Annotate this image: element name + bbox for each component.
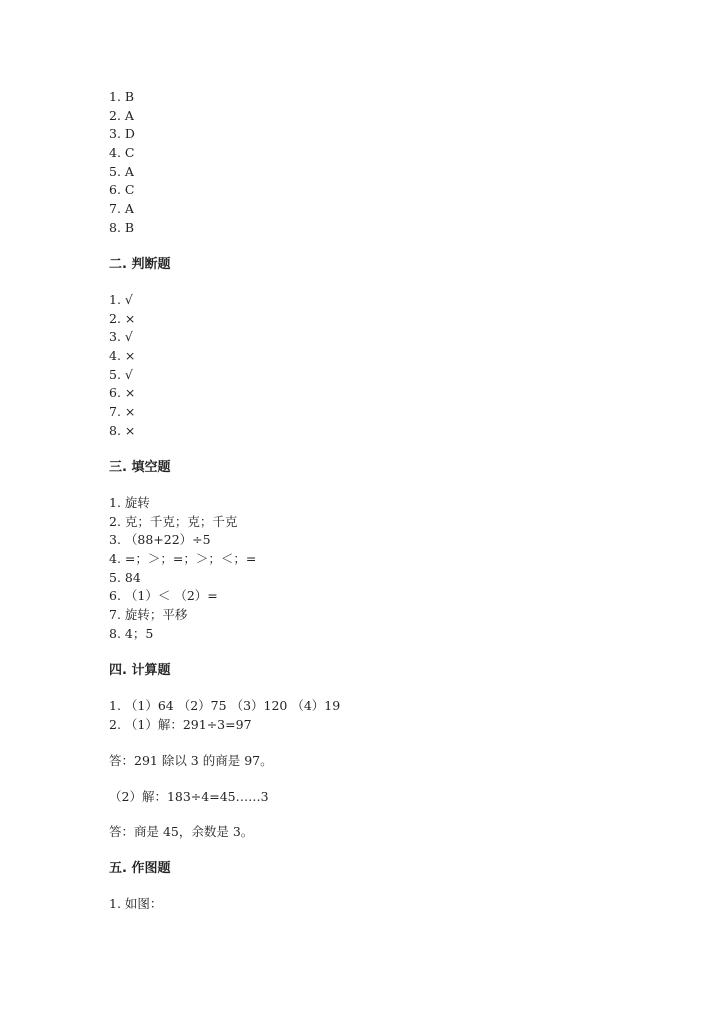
section-heading-judgement: 二. 判断题 — [109, 257, 171, 272]
list-item: 5. A — [109, 164, 134, 179]
list-item: （2）解：183÷4=45……3 — [109, 789, 269, 804]
list-item: 6. × — [109, 385, 136, 400]
list-item: 5. √ — [109, 367, 133, 382]
list-item: 2. 克；千克；克；千克 — [109, 514, 238, 529]
list-item: 7. × — [109, 404, 136, 419]
list-item: 1. 如图： — [109, 896, 163, 911]
list-item: 5. 84 — [109, 570, 141, 585]
list-item: 1. （1）64 （2）75 （3）120 （4）19 — [109, 698, 341, 713]
list-item: 8. B — [109, 220, 135, 235]
list-item: 2. × — [109, 311, 136, 326]
list-item: 8. 4；5 — [109, 626, 154, 641]
list-item: 1. 旋转 — [109, 495, 150, 510]
section-heading-calculation: 四. 计算题 — [109, 663, 171, 678]
list-item: 3. D — [109, 126, 135, 141]
list-item: 8. × — [109, 423, 136, 438]
list-item: 7. 旋转；平移 — [109, 607, 188, 622]
section-heading-drawing: 五. 作图题 — [109, 861, 171, 876]
answer-sentence: 答：商是 45，余数是 3。 — [109, 824, 254, 839]
list-item: 4. × — [109, 348, 136, 363]
list-item: 7. A — [109, 201, 134, 216]
list-item: 6. （1）＜ （2）= — [109, 588, 218, 603]
list-item: 1. √ — [109, 292, 133, 307]
list-item: 2. （1）解：291÷3=97 — [109, 717, 252, 732]
list-item: 4. =；＞；=；＞；＜；= — [109, 551, 257, 566]
list-item: 3. √ — [109, 329, 133, 344]
section-heading-fill-blank: 三. 填空题 — [109, 460, 171, 475]
list-item: 6. C — [109, 182, 135, 197]
answer-sentence: 答：291 除以 3 的商是 97。 — [109, 753, 273, 768]
list-item: 1. B — [109, 89, 135, 104]
list-item: 2. A — [109, 108, 134, 123]
list-item: 3. （88+22）÷5 — [109, 532, 211, 547]
list-item: 4. C — [109, 145, 135, 160]
